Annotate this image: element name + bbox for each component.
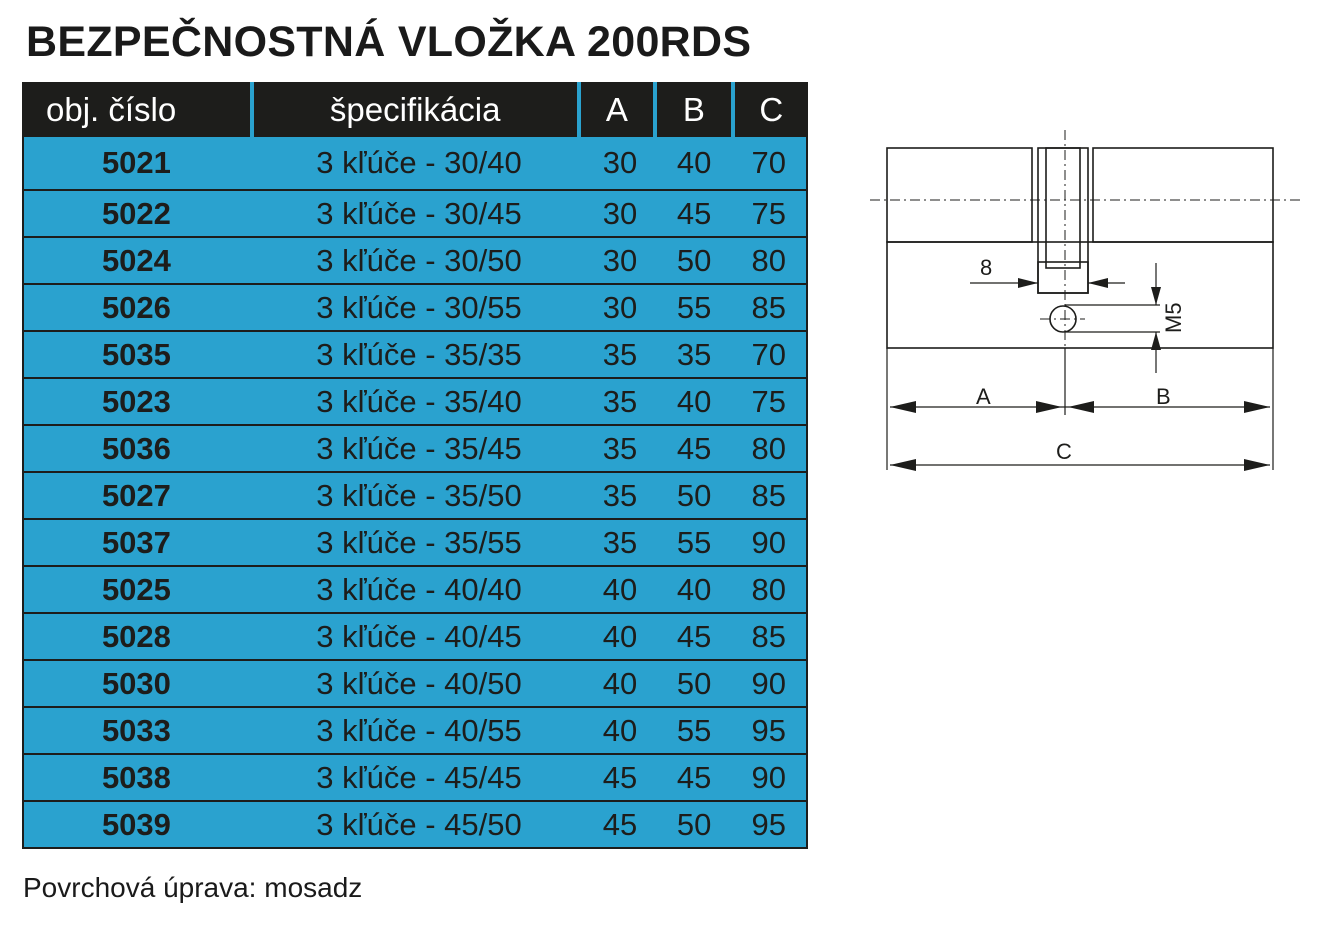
dim-b-cell: 45 xyxy=(676,759,712,795)
dim-a-cell: 35 xyxy=(602,336,638,372)
spec-cell: 3 kľúče - 35/40 xyxy=(316,383,522,419)
spec-cell: 3 kľúče - 45/45 xyxy=(316,759,522,795)
header-c: C xyxy=(731,82,808,137)
dimension-8-label: 8 xyxy=(980,255,993,280)
table-row xyxy=(24,565,806,612)
dim-b-cell: 50 xyxy=(676,242,712,278)
dim-b-cell: 55 xyxy=(676,289,712,325)
spec-cell: 3 kľúče - 30/55 xyxy=(316,289,522,325)
order-number-cell: 5028 xyxy=(101,618,171,654)
order-number-cell: 5036 xyxy=(101,430,171,466)
table-row xyxy=(24,471,806,518)
dim-a-cell: 45 xyxy=(602,806,638,842)
product-table xyxy=(22,82,808,849)
table-row xyxy=(24,659,806,706)
order-number-cell: 5026 xyxy=(101,289,171,325)
dim-a-cell: 40 xyxy=(602,618,638,654)
spec-cell: 3 kľúče - 35/35 xyxy=(316,336,522,372)
table-header-row xyxy=(22,82,808,137)
dim-a-cell: 30 xyxy=(602,195,638,231)
dimension-m5-label: M5 xyxy=(1161,302,1186,333)
order-number-cell: 5037 xyxy=(101,524,171,560)
page-title: BEZPEČNOSTNÁ VLOŽKA 200RDS xyxy=(26,18,752,66)
spec-cell: 3 kľúče - 40/40 xyxy=(316,571,522,607)
table-row xyxy=(24,283,806,330)
dim-a-cell: 40 xyxy=(602,571,638,607)
order-number-cell: 5024 xyxy=(101,242,171,278)
table-row xyxy=(24,706,806,753)
spec-cell: 3 kľúče - 40/50 xyxy=(316,665,522,701)
dim-b-cell: 55 xyxy=(676,524,712,560)
dim-c-cell: 80 xyxy=(751,571,786,607)
header-a: A xyxy=(577,82,653,137)
dim-b-cell: 55 xyxy=(676,712,712,748)
dimension-b-label: B xyxy=(1156,384,1171,409)
left-cylinder-shape xyxy=(887,148,1032,242)
table-row xyxy=(24,424,806,471)
table-row xyxy=(24,518,806,565)
cylinder-technical-drawing xyxy=(860,125,1310,485)
spec-cell: 3 kľúče - 40/45 xyxy=(316,618,522,654)
dim-c-cell: 95 xyxy=(751,806,786,842)
order-number-cell: 5039 xyxy=(101,806,171,842)
header-number: obj. číslo xyxy=(46,90,177,128)
spec-cell: 3 kľúče - 35/55 xyxy=(316,524,522,560)
dim-a-cell: 35 xyxy=(602,524,638,560)
dim-a-cell: 45 xyxy=(602,759,638,795)
spec-cell: 3 kľúče - 35/45 xyxy=(316,430,522,466)
order-number-cell: 5022 xyxy=(101,195,171,231)
dim-b-cell: 35 xyxy=(676,336,712,372)
dim-b-cell: 50 xyxy=(676,665,712,701)
dimension-a-label: A xyxy=(976,384,991,409)
dim-c-cell: 85 xyxy=(751,618,786,654)
dim-a-cell: 30 xyxy=(602,242,638,278)
dim-b-cell: 45 xyxy=(676,618,712,654)
spec-cell: 3 kľúče - 30/50 xyxy=(316,242,522,278)
dim-b-cell: 40 xyxy=(676,383,712,419)
dim-c-cell: 80 xyxy=(751,430,786,466)
spec-cell: 3 kľúče - 35/50 xyxy=(316,477,522,513)
dim-a-cell: 35 xyxy=(602,430,638,466)
dim-c-cell: 70 xyxy=(751,145,786,180)
spec-cell: 3 kľúče - 30/40 xyxy=(316,145,522,180)
order-number-cell: 5023 xyxy=(101,383,171,419)
table-row xyxy=(24,753,806,800)
dim-b-cell: 45 xyxy=(676,430,712,466)
spec-cell: 3 kľúče - 40/55 xyxy=(316,712,522,748)
order-number-cell: 5030 xyxy=(101,665,171,701)
surface-finish-note: Povrchová úprava: mosadz xyxy=(23,872,363,903)
table-row xyxy=(24,377,806,424)
order-number-cell: 5021 xyxy=(101,145,171,180)
header-spec: špecifikácia xyxy=(250,82,577,137)
header-b: B xyxy=(653,82,730,137)
dim-c-cell: 85 xyxy=(751,289,786,325)
dim-c-cell: 90 xyxy=(751,524,786,560)
order-number-cell: 5038 xyxy=(101,759,171,795)
dim-a-cell: 35 xyxy=(602,477,638,513)
dim-a-cell: 40 xyxy=(602,712,638,748)
dim-b-cell: 50 xyxy=(676,477,712,513)
dim-b-cell: 45 xyxy=(676,195,712,231)
dim-b-cell: 40 xyxy=(676,571,712,607)
table-row xyxy=(24,800,806,847)
dimension-c-label: C xyxy=(1056,439,1072,464)
dim-a-cell: 40 xyxy=(602,665,638,701)
table-row xyxy=(24,236,806,283)
dim-c-cell: 95 xyxy=(751,712,786,748)
dim-c-cell: 90 xyxy=(751,665,786,701)
table-row xyxy=(24,137,806,189)
table-row xyxy=(24,612,806,659)
dim-c-cell: 85 xyxy=(751,477,786,513)
dim-a-cell: 30 xyxy=(602,145,638,180)
spec-cell: 3 kľúče - 45/50 xyxy=(316,806,522,842)
dim-c-cell: 80 xyxy=(751,242,786,278)
dim-a-cell: 35 xyxy=(602,383,638,419)
dim-c-cell: 75 xyxy=(751,195,786,231)
cam-inner-shape xyxy=(1046,148,1080,268)
table-body xyxy=(22,137,808,849)
order-number-cell: 5035 xyxy=(101,336,171,372)
right-cylinder-shape xyxy=(1093,148,1273,242)
dim-c-cell: 70 xyxy=(751,336,786,372)
order-number-cell: 5025 xyxy=(101,571,171,607)
dim-b-cell: 50 xyxy=(676,806,712,842)
table-row xyxy=(24,189,806,236)
dim-c-cell: 90 xyxy=(751,759,786,795)
order-number-cell: 5027 xyxy=(101,477,171,513)
table-row xyxy=(24,330,806,377)
dim-b-cell: 40 xyxy=(676,145,712,180)
dim-c-cell: 75 xyxy=(751,383,786,419)
order-number-cell: 5033 xyxy=(101,712,171,748)
spec-cell: 3 kľúče - 30/45 xyxy=(316,195,522,231)
dim-a-cell: 30 xyxy=(602,289,638,325)
